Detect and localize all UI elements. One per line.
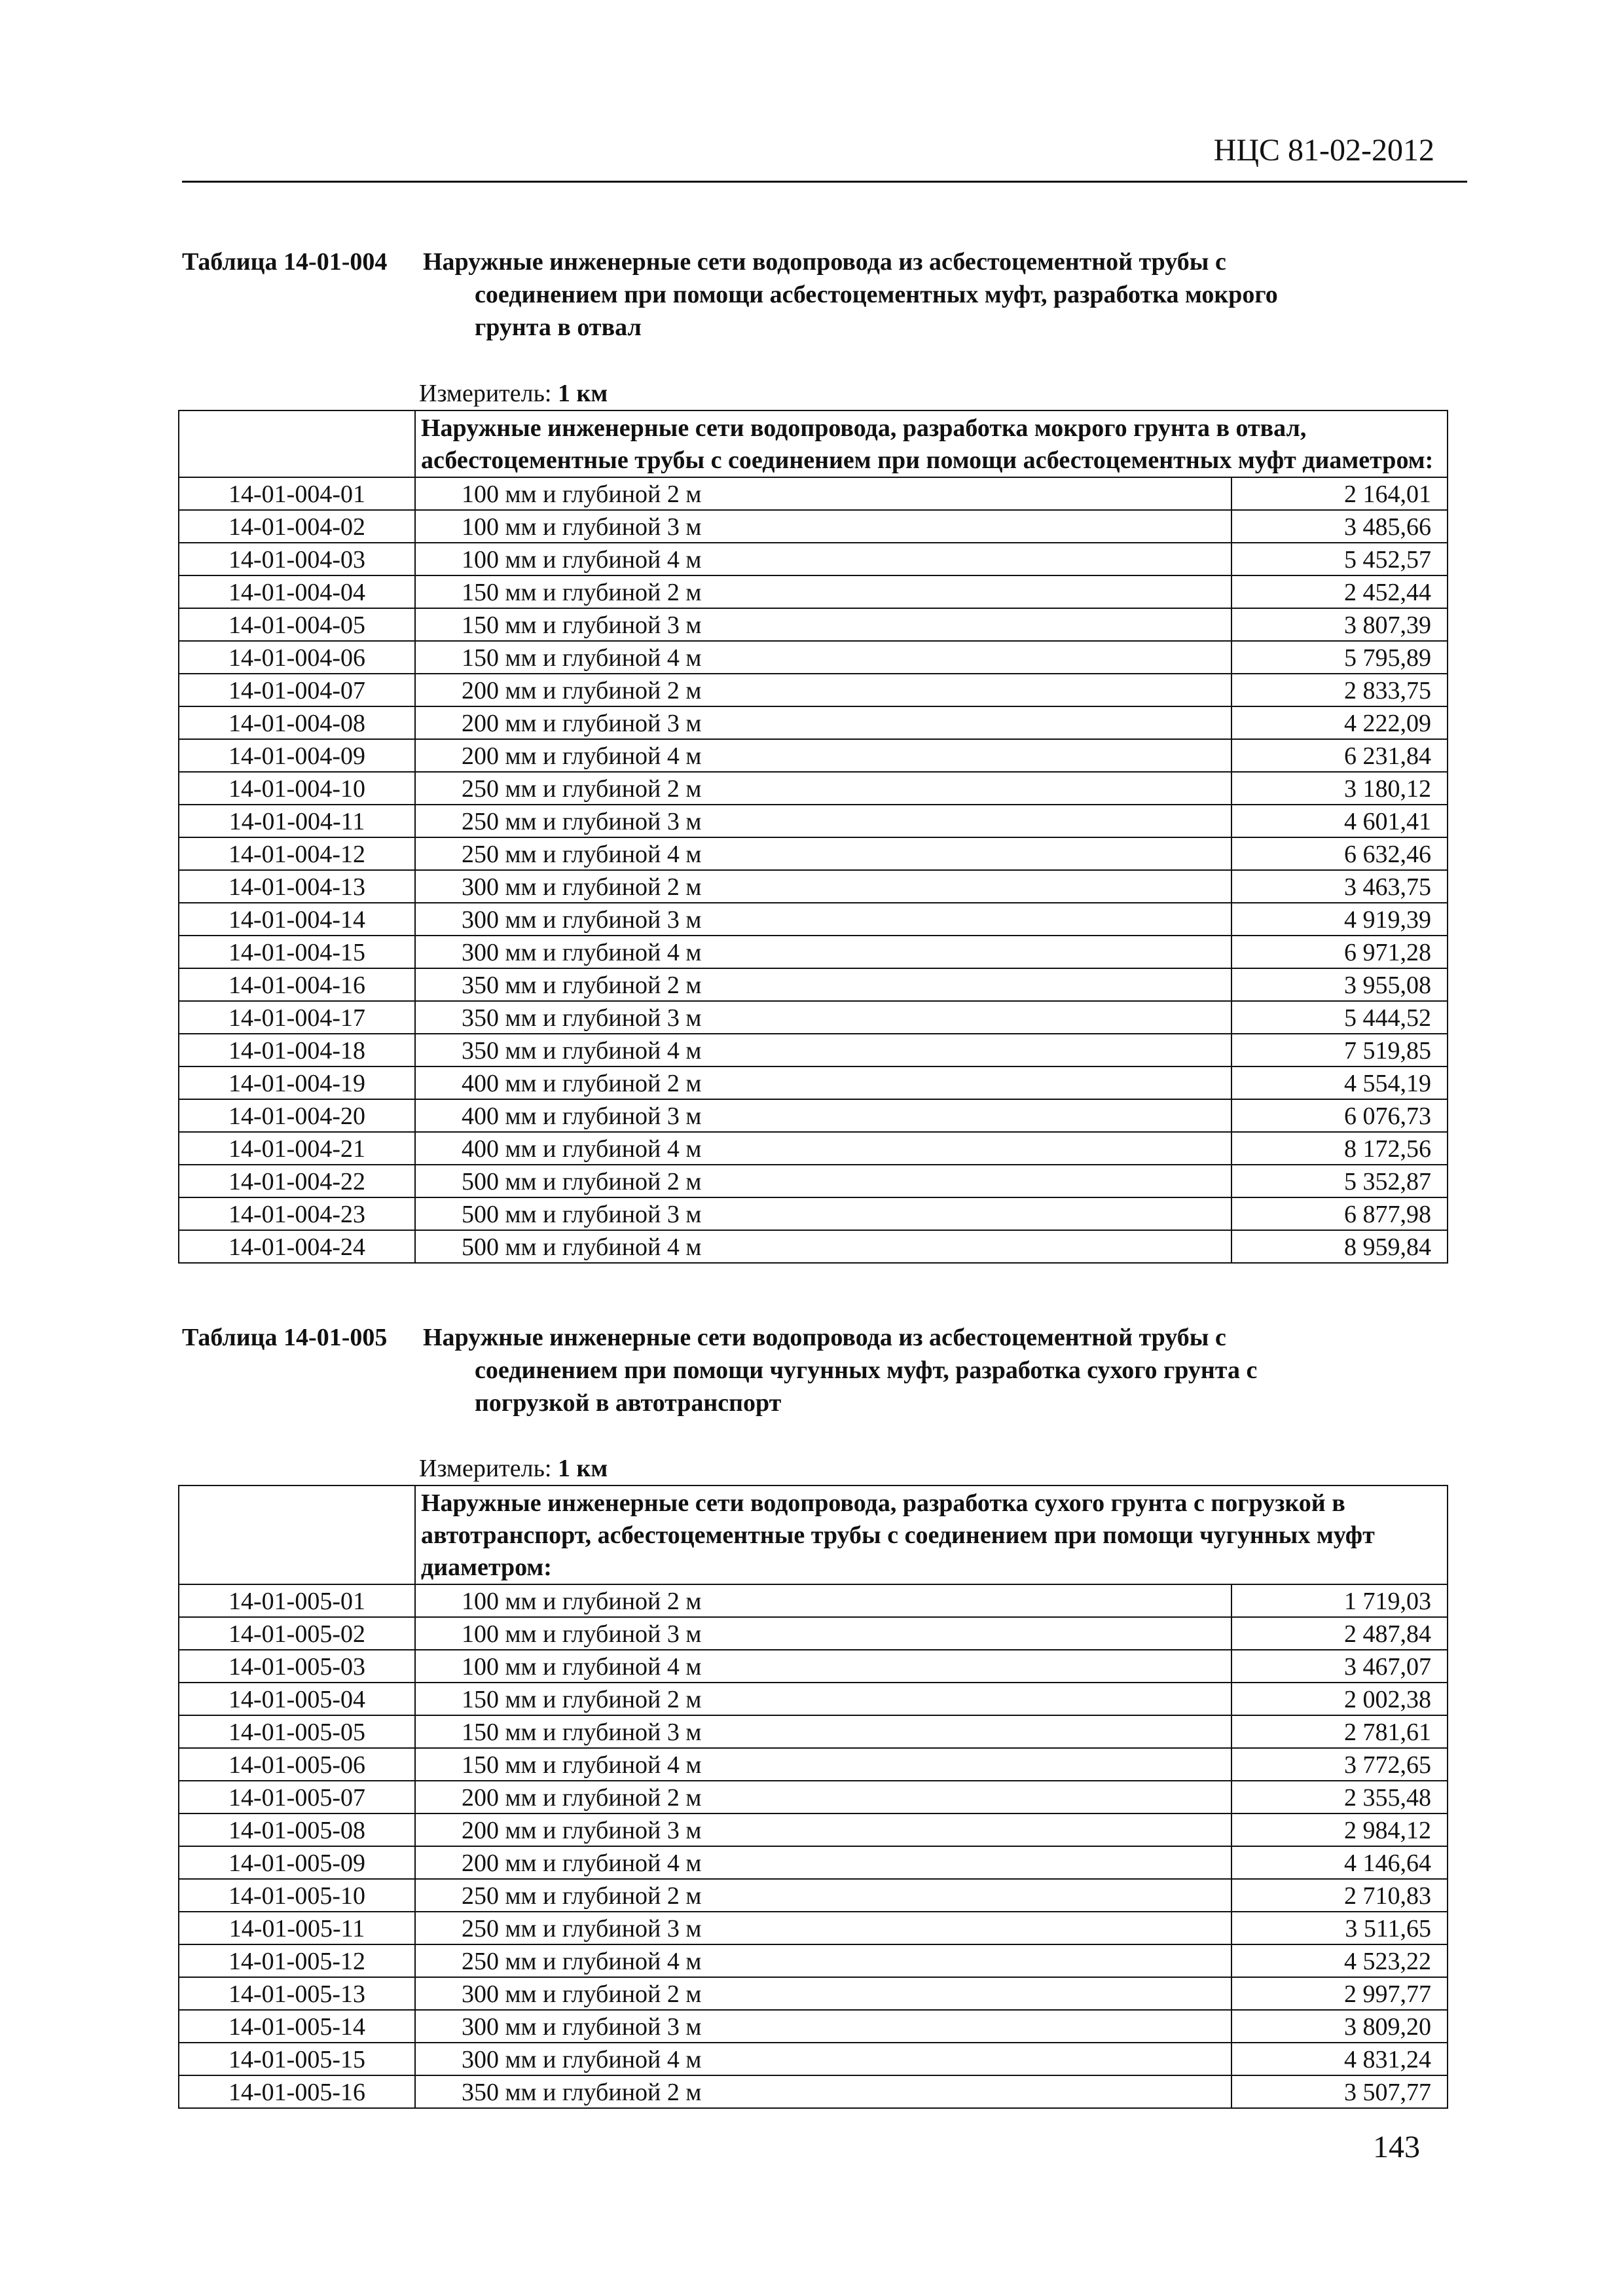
table-row bbox=[179, 903, 1448, 936]
table-row bbox=[179, 1650, 1448, 1683]
header-rule bbox=[182, 181, 1467, 183]
row-code-cell: 14-01-005-03 bbox=[179, 1650, 415, 1683]
table1-unit bbox=[419, 378, 608, 409]
table-row bbox=[179, 1066, 1448, 1099]
row-description-cell: 250 мм и глубиной 3 м bbox=[415, 805, 1231, 837]
row-code-cell: 14-01-004-16 bbox=[179, 968, 415, 1001]
row-code-cell: 14-01-004-10 bbox=[179, 772, 415, 805]
row-value-cell: 5 795,89 bbox=[1231, 641, 1448, 674]
row-value-cell: 2 833,75 bbox=[1231, 674, 1448, 706]
row-description-cell: 100 мм и глубиной 3 м bbox=[415, 1617, 1231, 1650]
row-code-cell: 14-01-004-06 bbox=[179, 641, 415, 674]
row-description-cell: 200 мм и глубиной 3 м bbox=[415, 706, 1231, 739]
table-row bbox=[179, 1977, 1448, 2010]
row-code-cell: 14-01-005-01 bbox=[179, 1584, 415, 1617]
row-value-cell: 7 519,85 bbox=[1231, 1034, 1448, 1066]
row-code-cell: 14-01-004-23 bbox=[179, 1197, 415, 1230]
row-description-cell: 250 мм и глубиной 4 м bbox=[415, 1944, 1231, 1977]
row-description-cell: 150 мм и глубиной 4 м bbox=[415, 1748, 1231, 1781]
table1-title-line3: грунта в отвал bbox=[475, 314, 642, 341]
table-row bbox=[179, 2010, 1448, 2043]
row-code-cell: 14-01-005-04 bbox=[179, 1683, 415, 1715]
row-description-cell: 150 мм и глубиной 2 м bbox=[415, 575, 1231, 608]
table-row bbox=[179, 1912, 1448, 1944]
row-code-cell: 14-01-004-19 bbox=[179, 1066, 415, 1099]
row-description-cell: 200 мм и глубиной 2 м bbox=[415, 1781, 1231, 1813]
page-number: 143 bbox=[1373, 2130, 1420, 2164]
table-row bbox=[179, 968, 1448, 1001]
row-value-cell: 3 467,07 bbox=[1231, 1650, 1448, 1683]
table-row bbox=[179, 1230, 1448, 1263]
table-row bbox=[179, 706, 1448, 739]
row-value-cell: 5 352,87 bbox=[1231, 1165, 1448, 1197]
table2-unit-label: Измеритель: bbox=[419, 1455, 552, 1482]
table2-title-line3: погрузкой в автотранспорт bbox=[475, 1389, 782, 1417]
table-row bbox=[179, 1197, 1448, 1230]
row-description-cell: 300 мм и глубиной 2 м bbox=[415, 1977, 1231, 2010]
table-row bbox=[179, 575, 1448, 608]
row-code-cell: 14-01-004-24 bbox=[179, 1230, 415, 1263]
row-code-cell: 14-01-004-17 bbox=[179, 1001, 415, 1034]
row-code-cell: 14-01-005-16 bbox=[179, 2075, 415, 2108]
table1 bbox=[178, 410, 1448, 1264]
table1-header-empty-cell bbox=[179, 410, 415, 477]
table-row bbox=[179, 1099, 1448, 1132]
row-description-cell: 400 мм и глубиной 3 м bbox=[415, 1099, 1231, 1132]
table1-label: Таблица 14-01-004 bbox=[182, 248, 388, 276]
row-description-cell: 400 мм и глубиной 4 м bbox=[415, 1132, 1231, 1165]
document-code: НЦС 81-02-2012 bbox=[1213, 133, 1434, 168]
row-code-cell: 14-01-004-08 bbox=[179, 706, 415, 739]
row-value-cell: 2 781,61 bbox=[1231, 1715, 1448, 1748]
row-description-cell: 150 мм и глубиной 4 м bbox=[415, 641, 1231, 674]
row-code-cell: 14-01-004-21 bbox=[179, 1132, 415, 1165]
row-code-cell: 14-01-004-15 bbox=[179, 936, 415, 968]
row-description-cell: 100 мм и глубиной 2 м bbox=[415, 477, 1231, 510]
table-row bbox=[179, 641, 1448, 674]
row-value-cell: 2 710,83 bbox=[1231, 1879, 1448, 1912]
table-row bbox=[179, 1617, 1448, 1650]
table-row bbox=[179, 805, 1448, 837]
row-description-cell: 250 мм и глубиной 2 м bbox=[415, 1879, 1231, 1912]
table-row bbox=[179, 1132, 1448, 1165]
table-row bbox=[179, 1846, 1448, 1879]
row-code-cell: 14-01-004-11 bbox=[179, 805, 415, 837]
row-description-cell: 500 мм и глубиной 2 м bbox=[415, 1165, 1231, 1197]
row-code-cell: 14-01-005-15 bbox=[179, 2043, 415, 2075]
table1-header-row bbox=[179, 410, 1448, 477]
table-row bbox=[179, 870, 1448, 903]
row-code-cell: 14-01-004-12 bbox=[179, 837, 415, 870]
table2-title bbox=[182, 1321, 1426, 1419]
table1-unit-value: 1 км bbox=[558, 380, 608, 407]
row-value-cell: 3 511,65 bbox=[1231, 1912, 1448, 1944]
row-description-cell: 350 мм и глубиной 3 м bbox=[415, 1001, 1231, 1034]
row-value-cell: 6 971,28 bbox=[1231, 936, 1448, 968]
row-value-cell: 5 444,52 bbox=[1231, 1001, 1448, 1034]
table2-header-empty-cell bbox=[179, 1485, 415, 1584]
row-code-cell: 14-01-004-14 bbox=[179, 903, 415, 936]
row-value-cell: 4 523,22 bbox=[1231, 1944, 1448, 1977]
row-value-cell: 4 831,24 bbox=[1231, 2043, 1448, 2075]
table1-title-line2: соединением при помощи асбестоцементных муфт, разработка мокрого bbox=[475, 281, 1278, 308]
row-value-cell: 6 877,98 bbox=[1231, 1197, 1448, 1230]
row-value-cell: 6 632,46 bbox=[1231, 837, 1448, 870]
row-code-cell: 14-01-004-18 bbox=[179, 1034, 415, 1066]
row-value-cell: 2 164,01 bbox=[1231, 477, 1448, 510]
table2-label: Таблица 14-01-005 bbox=[182, 1324, 388, 1351]
table-row bbox=[179, 2043, 1448, 2075]
table-row bbox=[179, 477, 1448, 510]
row-description-cell: 500 мм и глубиной 3 м bbox=[415, 1197, 1231, 1230]
row-value-cell: 3 180,12 bbox=[1231, 772, 1448, 805]
row-value-cell: 8 172,56 bbox=[1231, 1132, 1448, 1165]
row-description-cell: 350 мм и глубиной 2 м bbox=[415, 2075, 1231, 2108]
row-code-cell: 14-01-005-11 bbox=[179, 1912, 415, 1944]
row-value-cell: 4 919,39 bbox=[1231, 903, 1448, 936]
row-value-cell: 2 355,48 bbox=[1231, 1781, 1448, 1813]
table1-title bbox=[182, 246, 1426, 344]
row-value-cell: 3 807,39 bbox=[1231, 608, 1448, 641]
table2-header-cell: Наружные инженерные сети водопровода, разработка сухого грунта с погрузкой в автотранспорт, асбестоцементные трубы с соединением при помощи чугунных муфт диаметром: bbox=[415, 1485, 1448, 1584]
table-row bbox=[179, 1748, 1448, 1781]
row-description-cell: 300 мм и глубиной 4 м bbox=[415, 936, 1231, 968]
row-value-cell: 3 485,66 bbox=[1231, 510, 1448, 543]
table-row bbox=[179, 510, 1448, 543]
row-value-cell: 2 002,38 bbox=[1231, 1683, 1448, 1715]
row-code-cell: 14-01-004-03 bbox=[179, 543, 415, 575]
table-row bbox=[179, 608, 1448, 641]
row-value-cell: 8 959,84 bbox=[1231, 1230, 1448, 1263]
table1-header-cell: Наружные инженерные сети водопровода, разработка мокрого грунта в отвал, асбестоцементные трубы с соединением при помощи асбестоцементных муфт диаметром: bbox=[415, 410, 1448, 477]
table-row bbox=[179, 1813, 1448, 1846]
row-description-cell: 150 мм и глубиной 3 м bbox=[415, 608, 1231, 641]
row-code-cell: 14-01-005-10 bbox=[179, 1879, 415, 1912]
row-value-cell: 5 452,57 bbox=[1231, 543, 1448, 575]
table-row bbox=[179, 936, 1448, 968]
table2-title-line1: Наружные инженерные сети водопровода из асбестоцементной трубы с bbox=[423, 1324, 1226, 1351]
row-code-cell: 14-01-005-07 bbox=[179, 1781, 415, 1813]
row-value-cell: 4 601,41 bbox=[1231, 805, 1448, 837]
row-code-cell: 14-01-005-14 bbox=[179, 2010, 415, 2043]
row-code-cell: 14-01-005-05 bbox=[179, 1715, 415, 1748]
table2-title-line2: соединением при помощи чугунных муфт, разработка сухого грунта с bbox=[475, 1357, 1258, 1384]
row-value-cell: 3 809,20 bbox=[1231, 2010, 1448, 2043]
row-description-cell: 400 мм и глубиной 2 м bbox=[415, 1066, 1231, 1099]
table-row bbox=[179, 1944, 1448, 1977]
row-value-cell: 3 463,75 bbox=[1231, 870, 1448, 903]
row-code-cell: 14-01-004-05 bbox=[179, 608, 415, 641]
row-description-cell: 300 мм и глубиной 3 м bbox=[415, 903, 1231, 936]
row-code-cell: 14-01-004-13 bbox=[179, 870, 415, 903]
table-row bbox=[179, 837, 1448, 870]
row-value-cell: 2 487,84 bbox=[1231, 1617, 1448, 1650]
row-code-cell: 14-01-004-04 bbox=[179, 575, 415, 608]
row-value-cell: 4 554,19 bbox=[1231, 1066, 1448, 1099]
row-code-cell: 14-01-005-06 bbox=[179, 1748, 415, 1781]
row-description-cell: 200 мм и глубиной 2 м bbox=[415, 674, 1231, 706]
table-row bbox=[179, 1683, 1448, 1715]
row-description-cell: 300 мм и глубиной 2 м bbox=[415, 870, 1231, 903]
row-description-cell: 250 мм и глубиной 4 м bbox=[415, 837, 1231, 870]
table-row bbox=[179, 1781, 1448, 1813]
row-description-cell: 100 мм и глубиной 4 м bbox=[415, 543, 1231, 575]
row-code-cell: 14-01-004-07 bbox=[179, 674, 415, 706]
table-row bbox=[179, 1165, 1448, 1197]
row-code-cell: 14-01-005-02 bbox=[179, 1617, 415, 1650]
row-code-cell: 14-01-005-12 bbox=[179, 1944, 415, 1977]
row-code-cell: 14-01-004-09 bbox=[179, 739, 415, 772]
table-row bbox=[179, 543, 1448, 575]
row-code-cell: 14-01-004-22 bbox=[179, 1165, 415, 1197]
row-description-cell: 500 мм и глубиной 4 м bbox=[415, 1230, 1231, 1263]
table-row bbox=[179, 1034, 1448, 1066]
table-row bbox=[179, 1001, 1448, 1034]
table-row bbox=[179, 2075, 1448, 2108]
row-description-cell: 200 мм и глубиной 4 м bbox=[415, 1846, 1231, 1879]
row-description-cell: 300 мм и глубиной 4 м bbox=[415, 2043, 1231, 2075]
row-description-cell: 100 мм и глубиной 2 м bbox=[415, 1584, 1231, 1617]
row-value-cell: 3 772,65 bbox=[1231, 1748, 1448, 1781]
row-description-cell: 200 мм и глубиной 3 м bbox=[415, 1813, 1231, 1846]
row-description-cell: 250 мм и глубиной 2 м bbox=[415, 772, 1231, 805]
table-row bbox=[179, 1584, 1448, 1617]
table-row bbox=[179, 772, 1448, 805]
row-code-cell: 14-01-005-09 bbox=[179, 1846, 415, 1879]
row-description-cell: 150 мм и глубиной 2 м bbox=[415, 1683, 1231, 1715]
row-code-cell: 14-01-005-13 bbox=[179, 1977, 415, 2010]
table2-unit bbox=[419, 1453, 608, 1484]
table-row bbox=[179, 1715, 1448, 1748]
table1-title-line1: Наружные инженерные сети водопровода из асбестоцементной трубы с bbox=[423, 248, 1226, 276]
table2-header-row bbox=[179, 1485, 1448, 1584]
row-value-cell: 6 076,73 bbox=[1231, 1099, 1448, 1132]
row-description-cell: 150 мм и глубиной 3 м bbox=[415, 1715, 1231, 1748]
row-value-cell: 2 452,44 bbox=[1231, 575, 1448, 608]
table-row bbox=[179, 1879, 1448, 1912]
row-value-cell: 3 955,08 bbox=[1231, 968, 1448, 1001]
row-description-cell: 100 мм и глубиной 4 м bbox=[415, 1650, 1231, 1683]
row-description-cell: 350 мм и глубиной 4 м bbox=[415, 1034, 1231, 1066]
row-value-cell: 4 146,64 bbox=[1231, 1846, 1448, 1879]
row-code-cell: 14-01-004-01 bbox=[179, 477, 415, 510]
table-row bbox=[179, 739, 1448, 772]
row-value-cell: 4 222,09 bbox=[1231, 706, 1448, 739]
row-value-cell: 1 719,03 bbox=[1231, 1584, 1448, 1617]
row-code-cell: 14-01-004-02 bbox=[179, 510, 415, 543]
row-value-cell: 2 984,12 bbox=[1231, 1813, 1448, 1846]
table2-unit-value: 1 км bbox=[558, 1455, 608, 1482]
row-code-cell: 14-01-005-08 bbox=[179, 1813, 415, 1846]
row-value-cell: 6 231,84 bbox=[1231, 739, 1448, 772]
row-description-cell: 100 мм и глубиной 3 м bbox=[415, 510, 1231, 543]
table1-unit-label: Измеритель: bbox=[419, 380, 552, 407]
table2 bbox=[178, 1485, 1448, 2109]
row-description-cell: 200 мм и глубиной 4 м bbox=[415, 739, 1231, 772]
row-description-cell: 350 мм и глубиной 2 м bbox=[415, 968, 1231, 1001]
row-value-cell: 2 997,77 bbox=[1231, 1977, 1448, 2010]
table-row bbox=[179, 674, 1448, 706]
row-code-cell: 14-01-004-20 bbox=[179, 1099, 415, 1132]
row-description-cell: 300 мм и глубиной 3 м bbox=[415, 2010, 1231, 2043]
row-value-cell: 3 507,77 bbox=[1231, 2075, 1448, 2108]
row-description-cell: 250 мм и глубиной 3 м bbox=[415, 1912, 1231, 1944]
